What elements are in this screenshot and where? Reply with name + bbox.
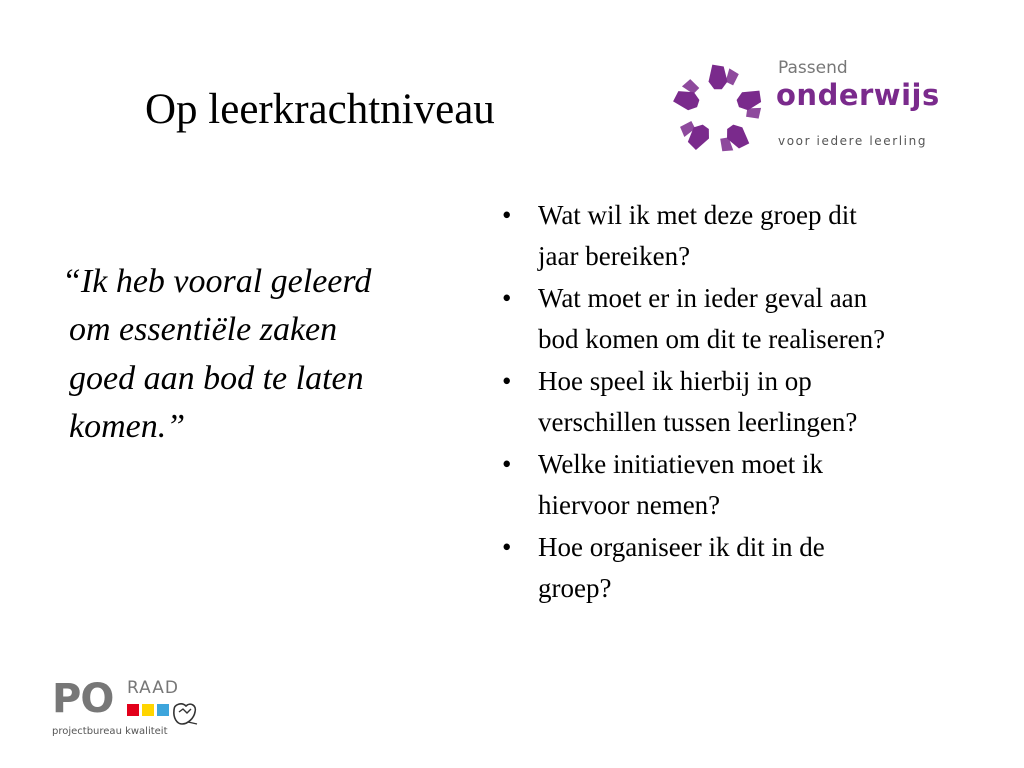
po-raad-logo-po: PO <box>52 676 114 722</box>
list-item <box>497 195 997 276</box>
list-item-text: Wat moet er in ieder geval aan <box>538 283 868 313</box>
bullet-icon: • <box>502 283 512 313</box>
list-item-text: Hoe speel ik hierbij in op <box>538 366 812 396</box>
list-item-text: hiervoor nemen? <box>538 489 721 520</box>
slide-title: Op leerkrachtniveau <box>145 86 495 133</box>
list-item-text: bod komen om dit te realiseren? <box>538 323 886 354</box>
teacher-quote <box>62 258 452 451</box>
bullet-icon: • <box>502 532 512 562</box>
list-item <box>497 361 997 442</box>
yellow-square-icon <box>142 704 154 716</box>
quote-line: goed aan bod te laten <box>69 359 364 397</box>
po-raad-logo-subtitle: projectbureau kwaliteit <box>52 726 168 737</box>
passend-logo-tagline: voor iedere leerling <box>778 134 928 148</box>
po-raad-logo <box>52 676 202 742</box>
list-item-text: verschillen tussen leerlingen? <box>538 406 858 437</box>
list-item-text: jaar bereiken? <box>538 240 691 271</box>
red-square-icon <box>127 704 139 716</box>
quote-line: komen.” <box>69 407 186 445</box>
quote-line: om essentiële zaken <box>69 311 338 349</box>
list-item-text: Welke initiatieven moet ik <box>538 449 823 479</box>
passend-onderwijs-figures-icon <box>666 58 770 162</box>
bullet-icon: • <box>502 366 512 396</box>
list-item <box>497 444 997 525</box>
list-item <box>497 278 997 359</box>
blue-square-icon <box>157 704 169 716</box>
list-item <box>497 527 997 608</box>
list-item-text: Hoe organiseer ik dit in de <box>538 532 825 562</box>
passend-logo-word-passend: Passend <box>778 58 848 78</box>
po-raad-logo-raad: RAAD <box>127 678 179 698</box>
bullet-icon: • <box>502 200 512 230</box>
passend-logo-word-onderwijs: onderwijs <box>776 78 940 112</box>
list-item-text: Wat wil ik met deze groep dit <box>538 200 857 230</box>
quote-line: “Ik heb vooral geleerd <box>62 263 372 300</box>
list-item-text: groep? <box>538 572 612 603</box>
bullet-icon: • <box>502 449 512 479</box>
question-list <box>497 195 997 610</box>
passend-onderwijs-logo <box>666 56 940 164</box>
hand-emblem-icon <box>170 700 200 728</box>
